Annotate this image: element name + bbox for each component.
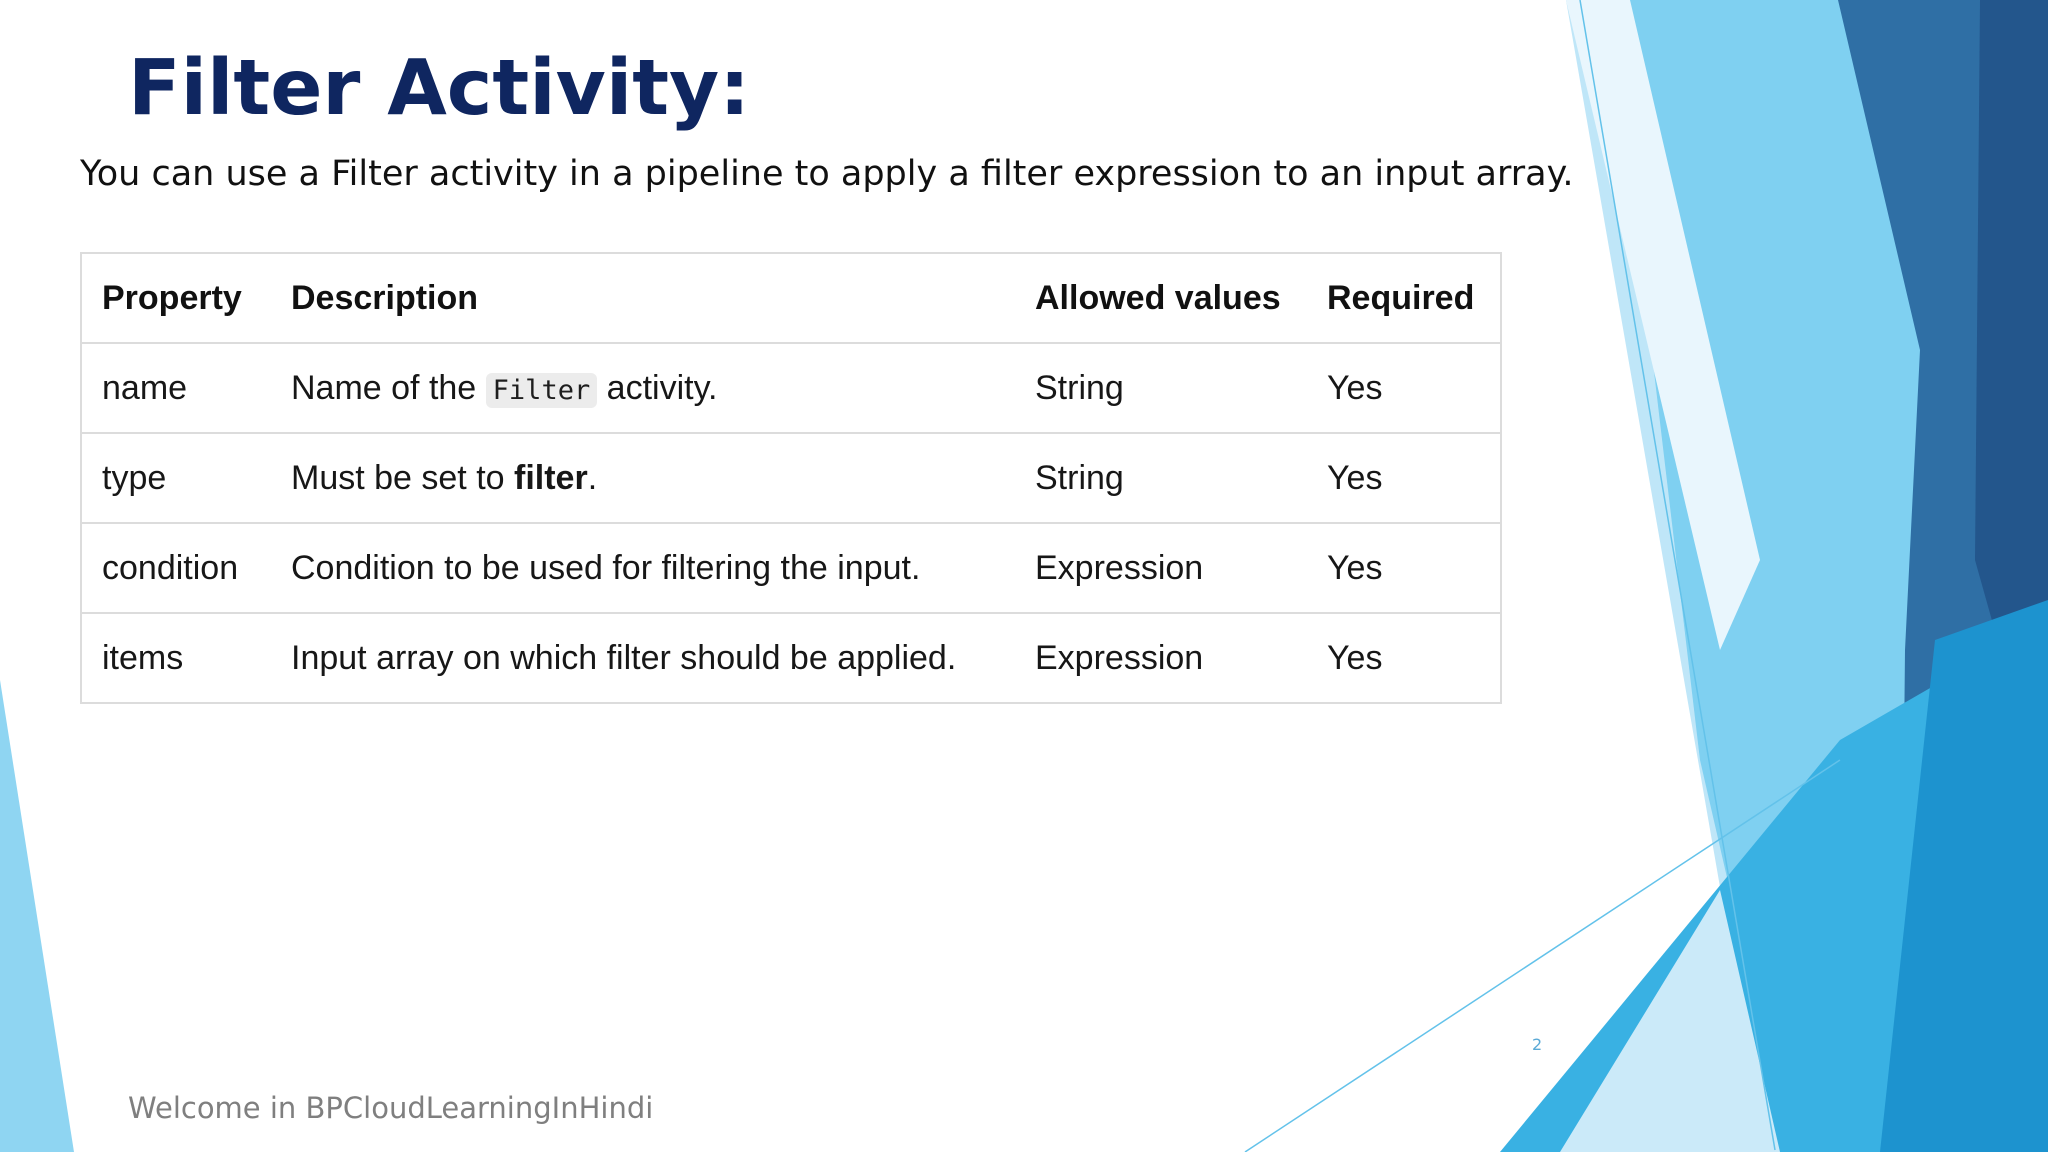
properties-table: [80, 252, 1502, 704]
table-row: [81, 343, 1501, 433]
cell-required: Yes: [1307, 433, 1501, 523]
cell-required: Yes: [1307, 343, 1501, 433]
table-row: [81, 433, 1501, 523]
table-row: [81, 613, 1501, 703]
header-allowed-values: Allowed values: [1015, 253, 1307, 343]
code-snippet: Filter: [486, 373, 598, 408]
description-text: Name of the: [291, 368, 477, 407]
cell-required: Yes: [1327, 638, 1383, 677]
description-text: activity.: [606, 368, 718, 407]
cell-description: [271, 343, 1015, 433]
slide-title: Filter Activity:: [128, 44, 751, 133]
header-description: Description: [271, 253, 1015, 343]
cell-required: Yes: [1307, 523, 1501, 613]
cell-description: Condition to be used for filtering the input.: [271, 523, 1015, 613]
cell-description: Input array on which filter should be applied.: [291, 638, 957, 677]
cell-property: condition: [81, 523, 271, 613]
cell-property: name: [81, 343, 271, 433]
table-row: [81, 523, 1501, 613]
description-text: Must be set to: [291, 458, 505, 497]
cell-allowed-values: String: [1015, 433, 1307, 523]
cell-property: type: [81, 433, 271, 523]
slide-subtitle: You can use a Filter activity in a pipeline to apply a filter expression to an input array.: [80, 154, 1574, 194]
bold-keyword: filter: [514, 458, 588, 497]
header-property: Property: [81, 253, 271, 343]
page-number: 2: [1532, 1035, 1543, 1054]
footer-text: Welcome in BPCloudLearningInHindi: [128, 1091, 654, 1125]
cell-property: items: [102, 638, 184, 677]
table-header-row: [81, 253, 1501, 343]
description-text: .: [587, 458, 598, 497]
cell-allowed-values: String: [1015, 343, 1307, 433]
bg-left-facet: [0, 680, 74, 1152]
header-required: Required: [1307, 253, 1501, 343]
cell-allowed-values: Expression: [1015, 523, 1307, 613]
cell-allowed-values: Expression: [1035, 638, 1204, 677]
cell-description: [271, 433, 1015, 523]
